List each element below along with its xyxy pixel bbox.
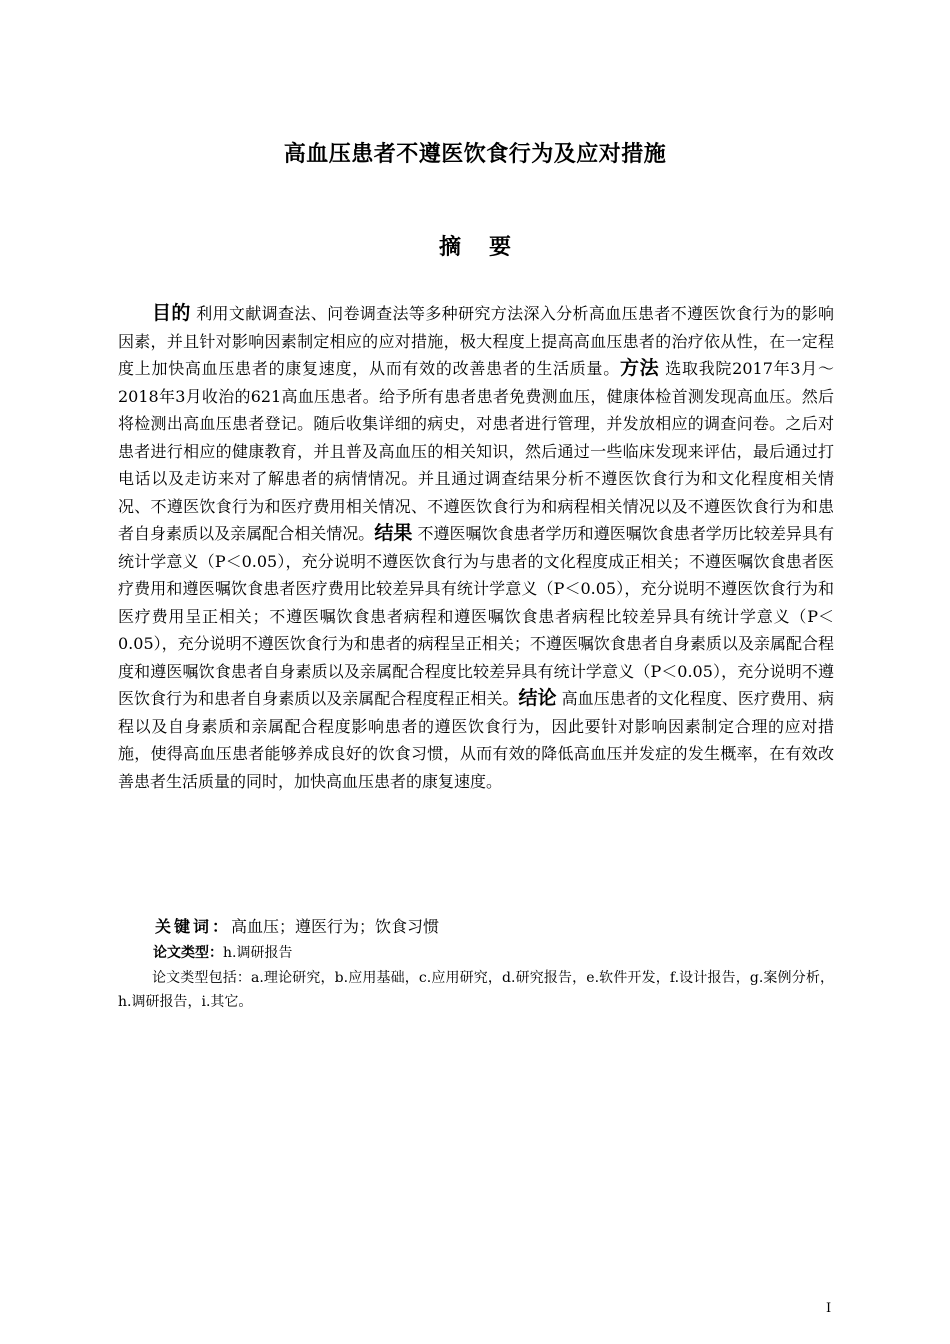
abstract-heading-char-1: 摘 <box>438 235 461 260</box>
page-number: I <box>826 1301 832 1316</box>
abstract-heading-char-2: 要 <box>489 235 512 260</box>
abstract-heading <box>0 230 950 261</box>
paper-type-value: h.调研报告 <box>223 945 293 961</box>
method-label: 方法 <box>619 357 660 379</box>
abstract-body <box>118 300 834 795</box>
result-label: 结果 <box>374 522 413 544</box>
conclusion-label: 结论 <box>518 687 557 709</box>
purpose-text: 利用文献调查法、问卷调查法等多种研究方法深入分析高血压患者不遵医饮食行为的影响因素，并且针对影响因素制定相应的应对措施，极大程度上提高高血压患者的治疗依从性，在一定程度上加快高血压患者的康复速度，从而有效的改善患者的生活质量。 <box>118 304 834 378</box>
keywords-label: 关键词： <box>155 917 232 936</box>
paper-title: 高血压患者不遵医饮食行为及应对措施 <box>283 142 667 167</box>
keywords-text: 高血压；遵医行为；饮食习惯 <box>231 917 440 936</box>
conclusion-text: 高血压患者的文化程度、医疗费用、病程以及自身素质和亲属配合程度影响患者的遵医饮食行为，因此要针对影响因素制定合理的应对措施，使得高血压患者能够养成良好的饮食习惯，从而有效的降低高血压并发症的发生概率，在有效改善患者生活质量的同时，加快高血压患者的康复速度。 <box>118 689 834 791</box>
method-text: 选取我院2017年3月～2018年3月收治的621高血压患者。给予所有患者患者免费测血压，健康体检首测发现高血压。然后将检测出高血压患者登记。随后收集详细的病史，对患者进行管理，并发放相应的调查问卷。之后对患者进行相应的健康教育，并且普及高血压的相关知识，然后通过一些临床发现来评估，最后通过打电话以及走访来对了解患者的病情情况。并且通过调查结果分析不遵医饮食行为和文化程度相关情况、不遵医饮食行为和医疗费用相关情况、不遵医饮食行为和病程相关情况以及不遵医饮食行为和患者自身素质以及亲属配合相关情况。 <box>118 359 834 543</box>
result-text: 不遵医嘱饮食患者学历和遵医嘱饮食患者学历比较差异具有统计学意义（P＜0.05），充分说明不遵医饮食行为与患者的文化程度成正相关；不遵医嘱饮食患者医疗费用和遵医嘱饮食患者医疗费用比较差异具有统计学意义（P＜0.05），充分说明不遵医饮食行为和医疗费用呈正相关；不遵医嘱饮食患者病程和遵医嘱饮食患者病程比较差异具有统计学意义（P＜0.05），充分说明不遵医饮食行为和患者的病程呈正相关；不遵医嘱饮食患者自身素质以及亲属配合程度和遵医嘱饮食患者自身素质以及亲属配合程度比较差异具有统计学意义（P＜0.05），充分说明不遵医饮食行为和患者自身素质以及亲属配合程度程正相关。 <box>118 524 834 708</box>
paper-type-options: 论文类型包括：a.理论研究，b.应用基础，c.应用研究，d.研究报告，e.软件开发，f.设计报告，g.案例分析，h.调研报告，i.其它。 <box>118 970 834 1010</box>
paper-type-label: 论文类型： <box>153 945 223 961</box>
purpose-label: 目的 <box>152 302 191 324</box>
paper-type-line <box>153 942 292 962</box>
keywords-line <box>155 914 439 937</box>
